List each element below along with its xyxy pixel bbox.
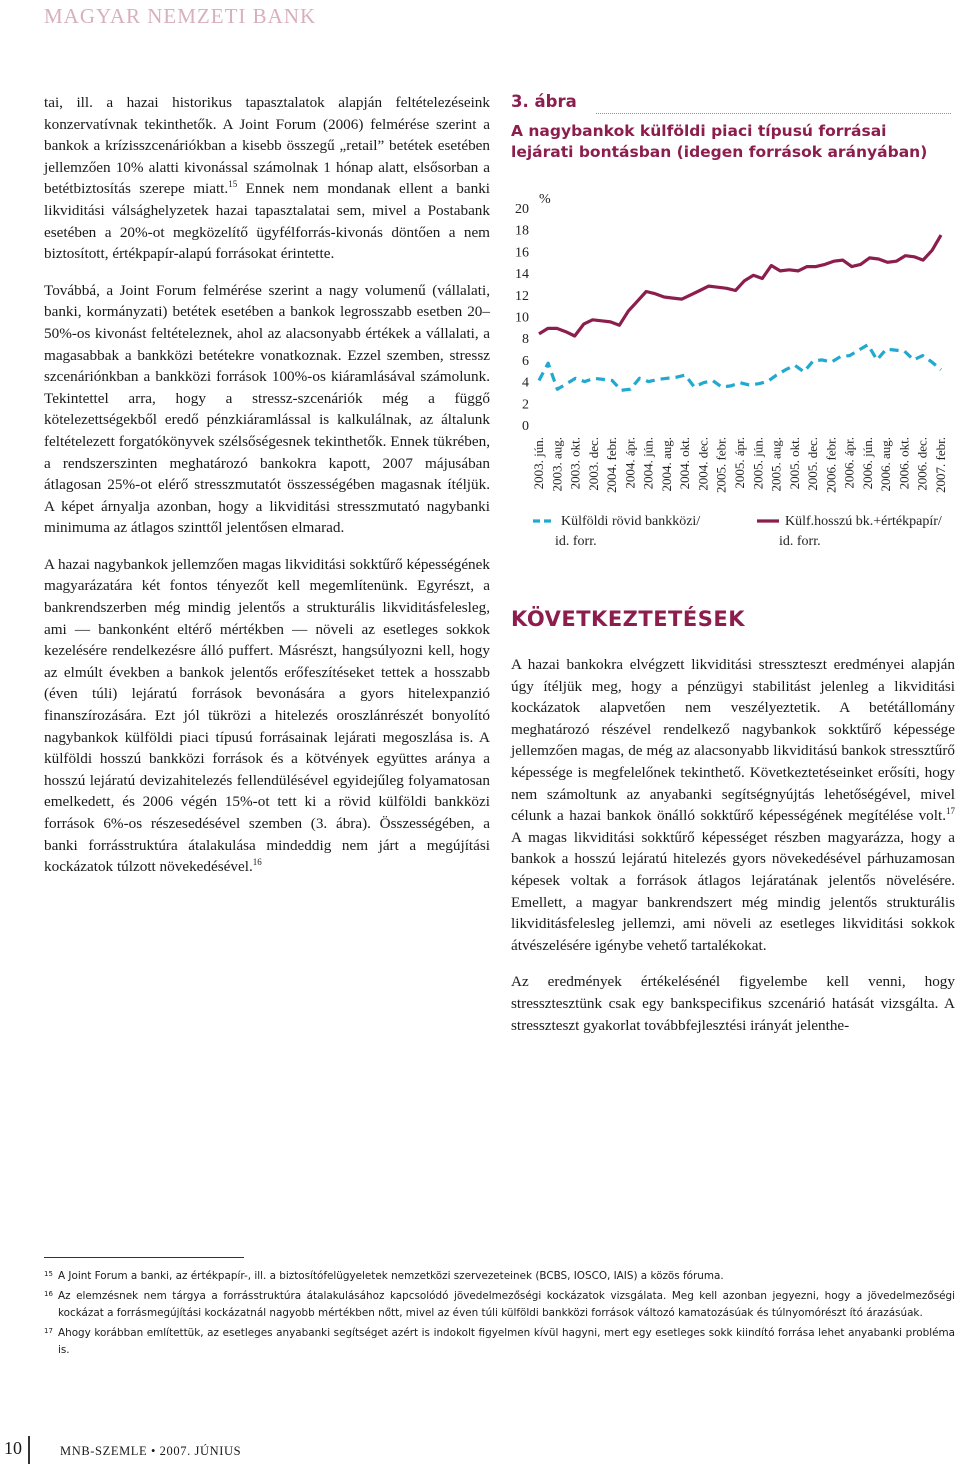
y-tick-label: 16 xyxy=(515,245,529,261)
x-tick-label: 2005. okt. xyxy=(786,437,802,490)
footnote-15 xyxy=(44,1268,955,1285)
x-tick-label: 2004. febr. xyxy=(604,437,620,493)
y-tick-label: 6 xyxy=(522,353,529,369)
x-tick-label: 2004. dec. xyxy=(695,437,711,491)
legend-label: id. forr. xyxy=(779,534,821,549)
paragraph-2: Továbbá, a Joint Forum felmérése szerint a nagy volumenű (vállalati, banki, kormányzati) betétek esetében a bankok legrosszabb esetben 20–50%-os kivonást feltételeznek, ahol az alacsonyabb értékek a vállalati, a magasabbak a bankközi betétekre vonatkoznak. Ezzel szemben, stressz szcenáriónkban a bankközi források 100%-os kiáramlásával számolunk. Tekintettel arra, hogy a stressz-szcenáriók még a függő kötelezettségekből eredő pénzkiáramlással is kalkulálnak, az általunk feltételezett forgatókönyvek szélsőségesnek tekinthetők. Ennek tükrében, a rendszerszinten meghatározó bankokra kapott, 2007 májusában átlagosan 25%-ot elérő stresszmutatót összességében magasnak ítéljük. A képet árnyalja azonban, hogy a likviditási stresszmutató nagybanki minimuma az átlagos szinttől jelentősen elmarad. xyxy=(44,281,490,537)
figure-number: 3. ábra xyxy=(511,92,577,111)
figure-rule xyxy=(596,113,951,114)
chart xyxy=(503,188,955,558)
x-tick-label: 2004. jún. xyxy=(640,437,656,490)
chart-svg xyxy=(503,188,955,558)
legend-label: Külf.hosszú bk.+értékpapír/ xyxy=(785,514,942,529)
y-tick-label: 18 xyxy=(515,223,529,239)
right-column-text xyxy=(511,654,955,1051)
legend-label: Külföldi rövid bankközi/ xyxy=(561,514,701,529)
x-tick-label: 2005. ápr. xyxy=(732,437,747,489)
x-tick-label: 2005. febr. xyxy=(713,437,729,493)
footnote-divider xyxy=(44,1257,244,1258)
footnote-text: Az elemzésnek nem tárgya a forrásstruktúra átalakulásához kapcsolódó jövedelmezőségi kockázatok vizsgálata. Meg kell azonban jegyezni, hogy a jövedelmezőségi kockázat a forrásmegújítási kockázatnál nagyobb mértékben nőtt, mivel az éven túli külföldi bankközi források változó kamatozásúak és túlnyomórészt ító árazásúak. xyxy=(58,1290,955,1319)
x-tick-label: 2005. dec. xyxy=(805,437,821,491)
footnote-ref-17[interactable]: 17 xyxy=(946,806,955,817)
conclusion-paragraph-1-text-a: A hazai bankokra elvégzett likviditási stresszteszt eredményei alapján úgy ítéljük meg, hogy a pénzügyi stabilitást jelenleg a likviditási kockázatok alapvetően nem veszélyeztetik. A betétállomány meghatározó részével rendelkező nagybankok sokktűrő képessége jellemzően magas, de még az alacsonyabb likviditású bankok stressztűrő képessége is megfelelőnek tekinthető. Következtetéseinket erősíti, hogy nem számoltunk az anyabanki segítségnyújtás lehetőségével, mivel célunk a hazai bankok önálló sokktűrő képességének megítélése volt. xyxy=(511,656,955,825)
y-unit-label: % xyxy=(539,192,551,207)
x-tick-label: 2006. ápr. xyxy=(841,437,857,489)
page-number: 10 xyxy=(4,1438,22,1458)
left-column xyxy=(44,92,490,893)
y-tick-label: 2 xyxy=(522,397,529,413)
x-tick-label: 2004. ápr. xyxy=(622,437,638,489)
paragraph-3-text: A hazai nagybankok jellemzően magas likviditási sokktűrő képességének magyarázatára két fontos tényezőt kell megemlítenünk. Egyrészt, a bankrendszerben még mindig jelentős a strukturális likviditásfelesleg, ami — bankonként eltérő mértékben — növeli az esetleges sokkok kezelésére rendelkezésre álló puffert. Másrészt, hangsúlyozni kell, hogy az elmúlt években a bankok jelentős erőfeszítéseket tettek a hosszabb (éven túli) lejáratú források bevonására a gyors hitelexpanzió finanszírozására. Ezt jól tükrözi a hitelezés oroszlánrészét bonyolító nagybankok külföldi piaci típusú forrásainak lejárati megoszlása is. A külföldi hosszú bankközi források és a kötvények együttes aránya a hosszú lejáratú devizahitelezés fellendülésével egyidejűleg folyamatosan emelkedett, és 2006 végén 15%-ot tett ki a rövid külföldi bankközi források 6%-os részesedésével szemben (3. ábra). Összességében, a banki forrásstruktúra átalakulása mindeddig nem járt a megújítási kockázatok túlzott növekedésével. xyxy=(44,555,490,876)
series-line-short-term xyxy=(539,345,941,391)
y-tick-label: 0 xyxy=(522,419,529,434)
x-tick-label: 2006. aug. xyxy=(878,437,894,492)
x-tick-label: 2003. dec. xyxy=(585,437,601,491)
footnote-text: Ahogy korábban említettük, az esetleges anyabanki segítséget azért is indokolt figyelmen kívül hagyni, mert egy esetleges sokk kiindító forrása lehet anyabanki probléma is. xyxy=(58,1327,955,1356)
x-tick-label: 2006. okt. xyxy=(896,437,912,490)
figure-header xyxy=(511,92,955,163)
paragraph-1-text-b: Ennek nem mondanak ellent a banki likviditási válsághelyzetek hazai tapasztalatai sem, mivel a Postabank esetében a 20%-ot megközelítő ügyfélforrás-kivonás döntően a nem biztosított, értékpapír-alapú forrásokat érintette. xyxy=(44,180,491,263)
footnote-17 xyxy=(44,1325,955,1359)
y-tick-label: 8 xyxy=(522,332,529,348)
series-line-long-term xyxy=(539,235,941,336)
x-tick-label: 2004. okt. xyxy=(677,437,693,490)
footnote-text: A Joint Forum a banki, az értékpapír-, ill. a biztosítófelügyeletek nemzetközi szervezeteinek (BCBS, IOSCO, IAIS) a közös fóruma. xyxy=(58,1270,724,1282)
y-tick-label: 14 xyxy=(515,267,529,283)
conclusion-paragraph-1 xyxy=(511,654,955,956)
paragraph-1 xyxy=(44,92,490,265)
footer-divider xyxy=(28,1436,30,1464)
x-tick-label: 2003. okt. xyxy=(567,437,583,490)
x-tick-label: 2005. jún. xyxy=(750,437,766,490)
section-title: KÖVETKEZTETÉSEK xyxy=(511,607,745,631)
x-tick-label: 2004. aug. xyxy=(658,437,674,492)
footnote-16 xyxy=(44,1288,955,1322)
figure-title: A nagybankok külföldi piaci típusú forrásai lejárati bontásban (idegen források arányában) xyxy=(511,122,928,161)
x-tick-label: 2003. aug. xyxy=(549,437,565,492)
page-header: MAGYAR NEMZETI BANK xyxy=(44,4,317,28)
x-tick-label: 2005. aug. xyxy=(768,437,784,492)
x-tick-label: 2006. dec. xyxy=(914,437,930,491)
x-tick-label: 2007. febr. xyxy=(933,437,948,493)
footnote-number: 16 xyxy=(44,1290,53,1298)
conclusion-paragraph-2: Az eredmények értékelésénél figyelembe kell venni, hogy stressztesztünk csak egy bankspecifikus szcenárió hatását vizsgálta. A stresszteszt gyakorlat továbbfejlesztési irányát jelenthe- xyxy=(511,973,955,1034)
x-tick-label: 2003. jún. xyxy=(531,437,546,490)
footnotes xyxy=(44,1268,955,1362)
conclusion-paragraph-1-text-b: A magas likviditási sokktűrő képességet részben magyarázza, hogy a bankok a hosszú lejáratú hitelezés gyors növekedésével párhuzamosan képesek voltak a források átlagos lejáratának jelentős növelésére. Emellett, a magyar bankrendszert még mindig jelentős strukturális likviditásfelesleg jellemzi, ami növeli az esetleges likviditási sokkok átvészelésére igénybe vehető tartalékokat. xyxy=(511,828,955,954)
paragraph-1-text-a: tai, ill. a hazai historikus tapasztalatok alapján feltételezéseink konzervatívnak tekinthetők. A Joint Forum (2006) felmérése szerint a bankok a krízisszcenáriókban a kisebb összegű „retail” betétek esetében jellemzően 10% alatti kivonással számolnak 1 hónap alatt, elsősorban a betétbiztosítás szerepe miatt. xyxy=(44,94,490,198)
x-tick-label: 2006. jún. xyxy=(859,437,875,490)
legend-label: id. forr. xyxy=(555,534,597,549)
y-tick-label: 4 xyxy=(522,375,529,391)
x-tick-label: 2006. febr. xyxy=(823,437,839,493)
footnote-ref-16[interactable]: 16 xyxy=(252,857,262,868)
footnote-number: 15 xyxy=(44,1270,53,1278)
y-tick-label: 12 xyxy=(515,288,529,304)
footnote-number: 17 xyxy=(44,1327,53,1335)
publication-info: MNB-SZEMLE • 2007. JÚNIUS xyxy=(60,1444,242,1458)
paragraph-3 xyxy=(44,554,490,878)
y-tick-label: 10 xyxy=(515,310,529,326)
page-footer xyxy=(0,1438,960,1467)
y-tick-label: 20 xyxy=(515,202,529,217)
footnote-ref-15[interactable]: 15 xyxy=(228,179,238,190)
